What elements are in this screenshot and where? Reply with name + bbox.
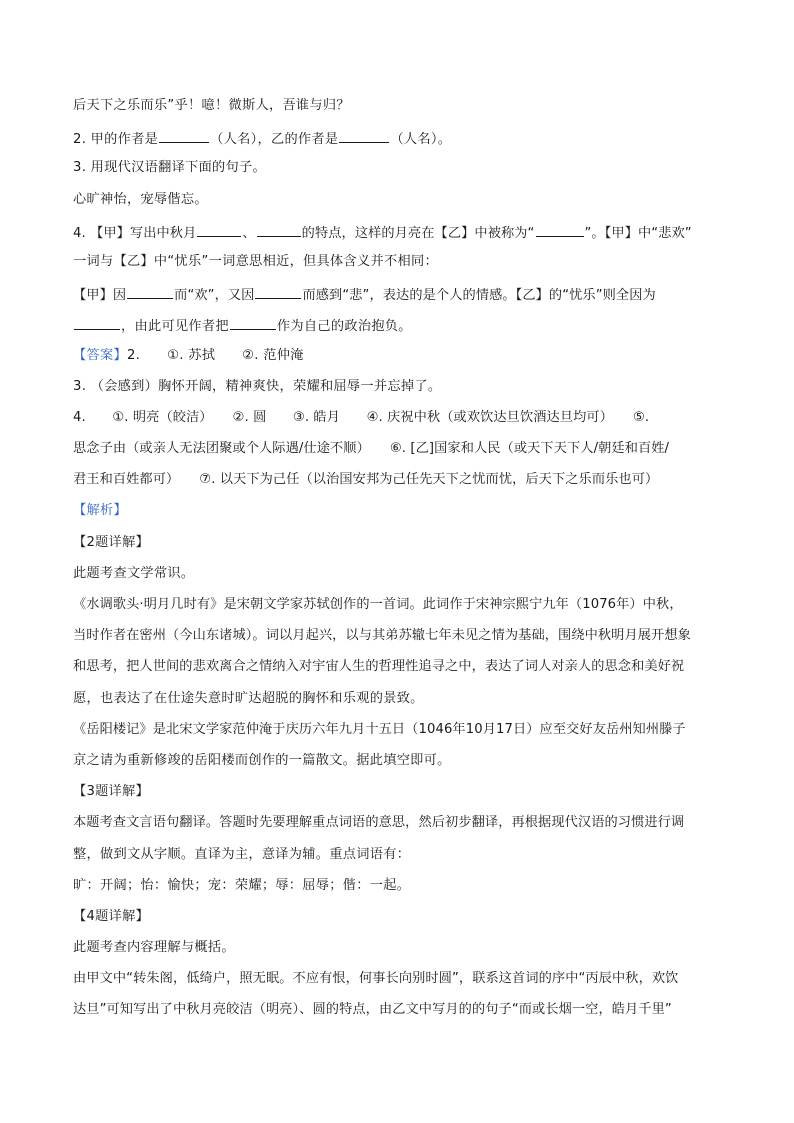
- section-heading: 【4题详解】: [73, 908, 150, 924]
- answer-line: 君王和百姓都可） ⑦. 以天下为己任（以治国安邦为己任先天下之忧而忧，后天下之乐而乐也可）: [73, 472, 659, 488]
- document-body: [73, 98, 733, 1034]
- answer-blank: [74, 316, 120, 330]
- text-line: 一词与【乙】中“忧乐”一词意思相近，但具体含义并不相同：: [73, 253, 438, 269]
- text-segment: 2. 甲的作者是: [73, 132, 159, 148]
- text-segment: 【甲】因: [73, 288, 127, 304]
- text-segment: 的特点，这样的月亮在【乙】中被称为“: [301, 225, 535, 241]
- text-line: [73, 316, 733, 335]
- answer-blank: [257, 223, 301, 237]
- answer-blank: [159, 129, 209, 143]
- text-line: 由甲文中“转朱阁，低绮户，照无眠。不应有恨，何事长向别时圆”，联系这首词的序中“丙辰中秋，欢饮: [73, 971, 679, 987]
- text-segment: 而“欢”，又因: [174, 288, 255, 304]
- answer-blank: [339, 129, 389, 143]
- section-heading: 【2题详解】: [73, 534, 150, 550]
- answer-line: 4. ①. 明亮（皎洁） ②. 圆 ③. 皓月 ④. 庆祝中秋（或欢饮达旦饮酒达旦均可） ⑤.: [73, 409, 650, 425]
- answer-blank: [127, 285, 173, 299]
- text-line: [73, 285, 733, 304]
- answer-line: [73, 348, 733, 363]
- text-line: 整，做到文从字顺。直译为主，意译为辅。重点词语有：: [73, 846, 411, 862]
- text-line: 和思考，把人世间的悲欢离合之情纳入对宇宙人生的哲理性追寻之中，表达了词人对亲人的思念和美好祝: [73, 659, 685, 675]
- answer-blank: [255, 285, 301, 299]
- text-line: 京之请为重新修竣的岳阳楼而创作的一篇散文。据此填空即可。: [73, 752, 451, 768]
- question-2: [73, 129, 733, 148]
- answer-blank: [536, 223, 584, 237]
- answer-line: 思念子由（或亲人无法团聚或个人际遇/仕途不顺） ⑥. [乙]国家和人民（或天下天下人/朝廷和百姓/: [73, 441, 670, 457]
- text-line: 此题考查内容理解与概括。: [73, 940, 235, 956]
- text-line: 当时作者在密州（今山东诸城）。词以月起兴，以与其弟苏辙七年未见之情为基础，围绕中秋明月展开想象: [73, 628, 691, 644]
- text-line: 心旷神怡，宠辱偕忘。: [73, 191, 208, 207]
- text-segment: ，由此可见作者把: [121, 319, 229, 335]
- text-segment: 2. ①. 苏拭 ②. 范仲淹: [126, 347, 304, 363]
- text-line: 《水调歌头·明月几时有》是宋朝文学家苏轼创作的一首词。此词作于宋神宗熙宁九年（1076年）中秋，: [73, 597, 683, 612]
- text-line: 旷：开阔；怡：愉快；宠：荣耀；辱：屈辱；偕：一起。: [73, 877, 411, 893]
- text-line: 后天下之乐而乐”乎！噫！微斯人，吾谁与归？: [73, 98, 350, 113]
- section-heading: 【3题详解】: [73, 784, 150, 800]
- question-3: 3. 用现代汉语翻译下面的句子。: [73, 160, 267, 176]
- text-segment: （人名），乙的作者是: [210, 132, 339, 148]
- text-line: 此题考查文学常识。: [73, 565, 195, 581]
- answer-label: 【答案】: [73, 347, 127, 363]
- text-segment: ”。【甲】中“悲欢”: [584, 225, 692, 241]
- text-segment: 、: [242, 225, 256, 241]
- text-line: 本题考查文言语句翻译。答题时先要理解重点词语的意思，然后初步翻译，再根据现代汉语的习惯进行调: [73, 815, 685, 831]
- text-segment: （人名）。: [390, 132, 452, 148]
- answer-line: 3. （会感到）胸怀开阔，精神爽快，荣耀和屈辱一并忘掉了。: [73, 378, 442, 394]
- text-segment: 作为自己的政治抱负。: [276, 319, 412, 335]
- text-line: 《岳阳楼记》是北宋文学家范仲淹于庆历六年九月十五日（1046年10月17日）应至交好友岳州知州滕子: [73, 721, 686, 737]
- text-segment: 而感到“悲”，表达的是个人的情感。【乙】的“忧乐”则全因为: [302, 288, 656, 304]
- answer-blank: [197, 223, 241, 237]
- text-line: 愿，也表达了在仕途失意时旷达超脱的胸怀和乐观的景致。: [73, 690, 424, 706]
- text-line: 达旦”可知写出了中秋月亮皎洁（明亮）、圆的特点，由乙文中写月的的句子“而或长烟一空，皓月千里”: [73, 1002, 672, 1018]
- question-4: [73, 223, 733, 241]
- text-segment: 4. 【甲】写出中秋月: [73, 225, 197, 241]
- answer-blank: [230, 316, 276, 330]
- analysis-label: 【解析】: [73, 503, 127, 519]
